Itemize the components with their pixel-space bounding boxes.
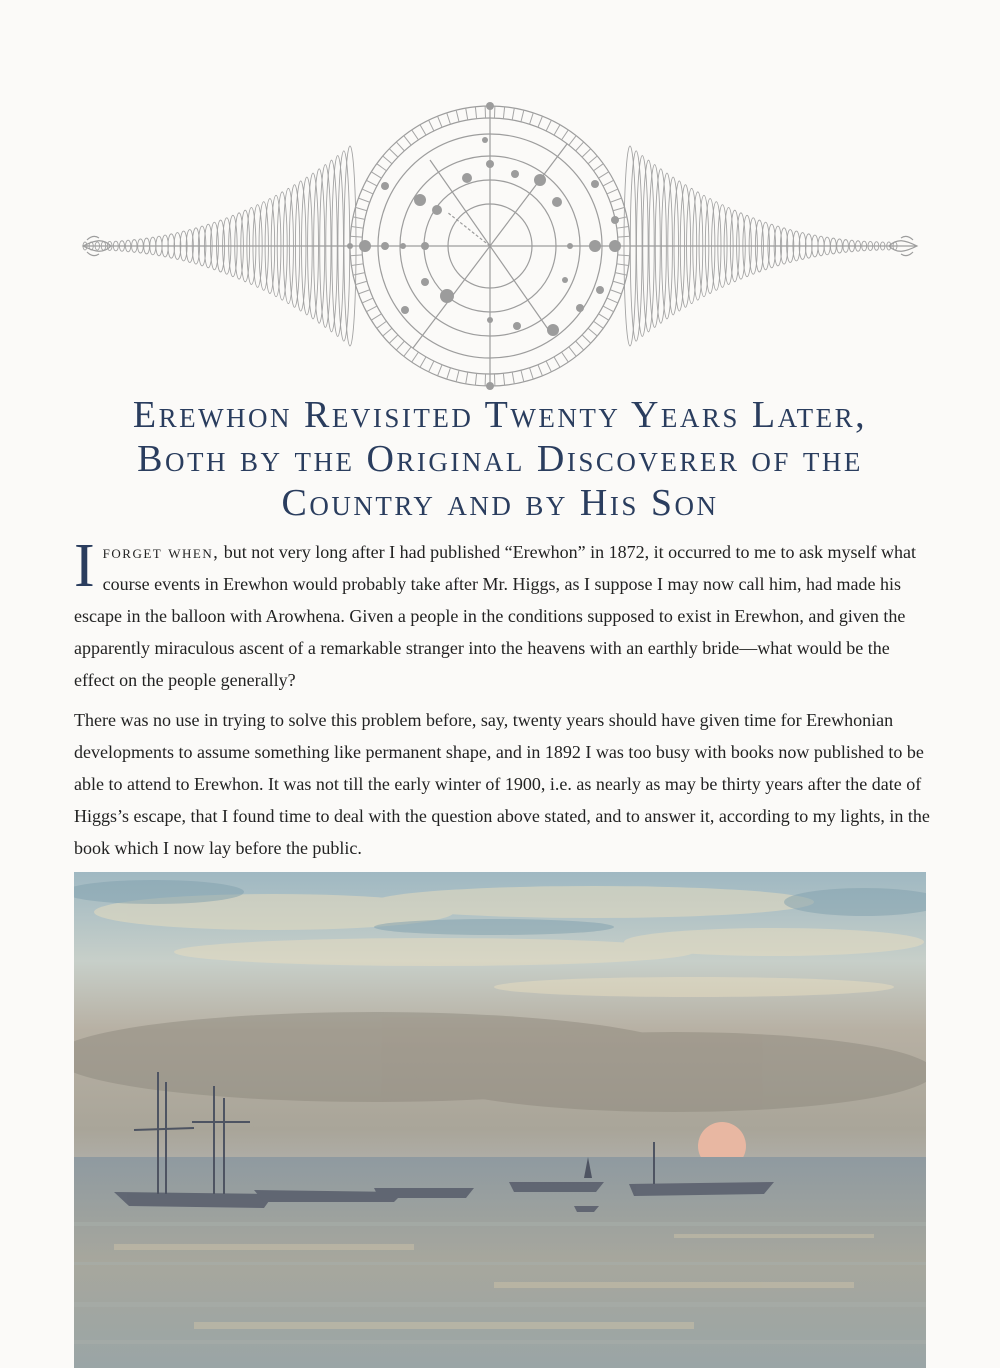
paragraph-2: There was no use in trying to solve this problem before, say, twenty years should have given time for Erewhonian developments to assume something like permanent shape, and in 1892 I was too busy with books now published to be able to attend to Erewhon. It was not till the early winter of 1900, i.e. as nearly as may be thirty years after the date of Higgs’s escape, that I found time to deal with the question above stated, and to answer it, according to my lights, in the book which I now lay before the public.: [74, 710, 930, 858]
celestial-chart-ornament: [75, 100, 925, 392]
title-line-1: Erewhon Revisited Twenty Years Later,: [132, 394, 868, 436]
paragraph-1: [74, 532, 930, 696]
paragraph-1-text: but not very long after I had published “Erewhon” in 1872, it occurred to me to ask myself what course events in Erewhon would probably take after Mr. Higgs, as I suppose I may now call him, had made his escape in the balloon with Arowhena. Given a people in the conditions supposed to exist in Erewhon, and given the apparently miraculous ascent of a remarkable stranger into the heavens with an earthly bride—what would be the effect on the people generally?: [74, 542, 917, 690]
drop-cap: I: [74, 532, 95, 600]
chapter-title: [60, 393, 940, 525]
watercolor-harbor-illustration: [74, 872, 926, 1368]
lead-in-small-caps: forget when,: [102, 542, 220, 562]
title-line-3: Country and by His Son: [281, 482, 719, 524]
title-line-2: Both by the Original Discoverer of the: [137, 438, 863, 480]
